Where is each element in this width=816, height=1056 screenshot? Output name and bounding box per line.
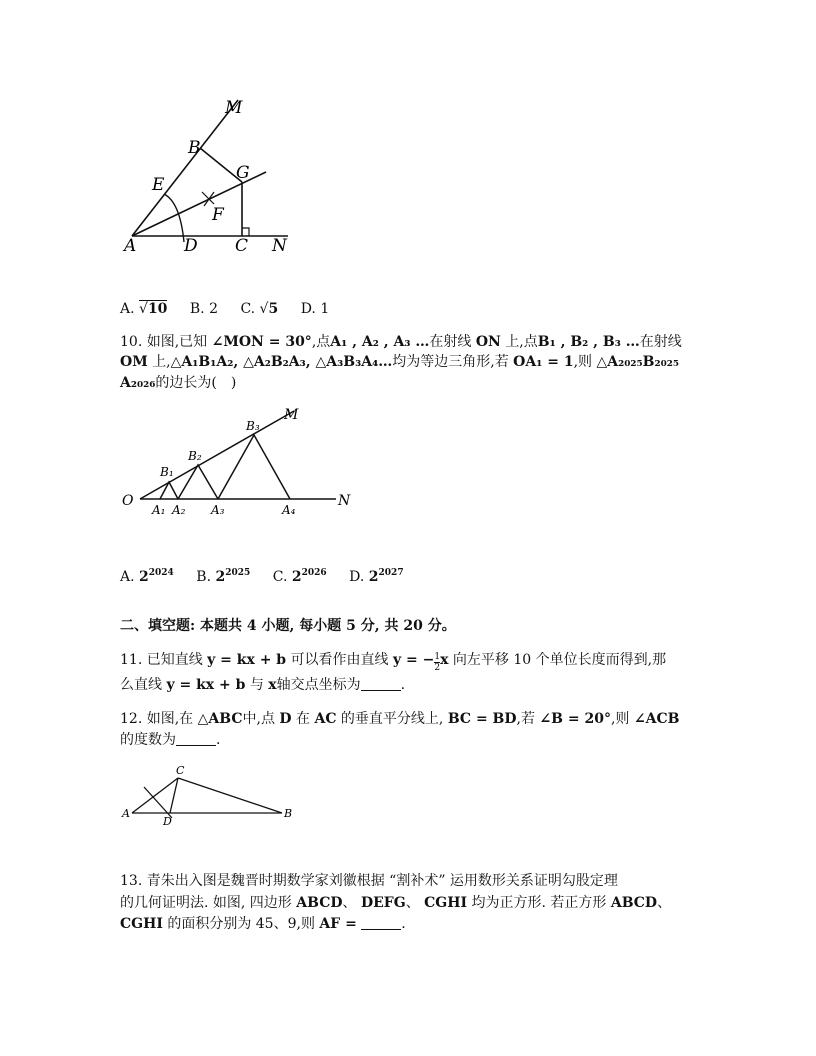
segment-cb (178, 778, 282, 813)
q9-option-c: C. √5 (240, 301, 279, 317)
ray-om (140, 411, 294, 499)
section-heading-fill-in: 二、填空题: 本题共 4 小题, 每小题 5 分, 共 20 分。 (120, 618, 456, 634)
question-10-line3: A₂₀₂₆的边长为( ) (120, 375, 237, 391)
question-11-line1: 11. 已知直线 y = kx + b 可以看作由直线 y = − $\frac{1}{2}$ x 向左平移 10 个单位长度而得到,那 (120, 652, 667, 673)
question-10-line2: OM 上,△A₁B₁A₂, △A₂B₂A₃, △A₃B₃A₄…均为等边三角形,若 OA₁ = 1,则 △A₂₀₂₅B₂₀₂₅ (120, 354, 680, 370)
q10-option-d: D. $2^{2027}$ (349, 568, 404, 585)
label-b1: B₁ (160, 465, 174, 479)
label-a: A (124, 236, 137, 256)
sqrt-sign: √10 (139, 301, 168, 317)
label-n: N (272, 236, 287, 256)
label-g: G (236, 163, 250, 183)
cross-mark-2 (204, 192, 214, 206)
label-a3: A₃ (211, 503, 225, 517)
label-a1: A₁ (152, 503, 166, 517)
q9-options (120, 299, 347, 319)
question-11-line2: 么直线 y = kx + b 与 x轴交点坐标为 . (120, 677, 406, 693)
fraction-one-half: $\frac{1}{2}$ (434, 652, 441, 673)
figure-angle-bisector (118, 96, 308, 258)
answer-blank[interactable] (361, 915, 401, 930)
question-10-line1: 10. 如图,已知 ∠MON = 30°,点A₁ , A₂ , A₃ …在射线 ON 上,点B₁ , B₂ , B₃ …在射线 (120, 334, 682, 350)
q9-option-a: A. √10 (120, 301, 168, 317)
answer-blank[interactable] (176, 731, 216, 746)
label-o: O (122, 493, 134, 509)
label-m: M (284, 407, 299, 423)
triangle-1 (160, 482, 178, 499)
label-b: B (188, 138, 201, 158)
answer-blank[interactable] (361, 676, 401, 691)
label-b3: B₃ (246, 419, 260, 433)
arc-ed (164, 194, 184, 242)
label-a4: A₄ (282, 503, 296, 517)
question-12-line1: 12. 如图,在 △ABC中,点 D 在 AC 的垂直平分线上, BC = BD,若 ∠B = 20°,则 ∠ACB (120, 711, 680, 727)
label-a: A (122, 807, 130, 820)
label-d: D (163, 815, 172, 828)
label-c: C (176, 764, 185, 777)
q10-option-b: B. $2^{2025}$ (196, 568, 251, 585)
triangle-2 (178, 465, 218, 499)
right-angle-mark (242, 228, 249, 236)
label-m: M (225, 98, 243, 118)
triangle-3 (218, 435, 290, 499)
label-n: N (338, 493, 351, 509)
label-b2: B₂ (188, 449, 202, 463)
q9-option-b: B. 2 (189, 301, 218, 317)
figure-equilateral-chain (118, 402, 358, 520)
q10-option-c: C. $2^{2026}$ (272, 568, 327, 585)
label-e: E (152, 175, 165, 195)
label-b: B (284, 807, 293, 820)
question-13-line2: 的几何证明法. 如图, 四边形 ABCD、 DEFG、 CGHI 均为正方形. 若正方形 ABCD、 (120, 895, 672, 911)
question-13-line3: CGHI 的面积分别为 45、9,则 AF = . (120, 916, 406, 932)
q10-option-a: A. $2^{2024}$ (120, 568, 174, 585)
label-d: D (184, 236, 198, 256)
figure-triangle-abc (118, 760, 298, 830)
question-13-line1: 13. 青朱出入图是魏晋时期数学家刘徽根据 “割补术” 运用数形关系证明勾股定理 (120, 873, 618, 889)
label-c: C (235, 236, 249, 256)
q9-option-d: D. 1 (300, 301, 330, 317)
label-f: F (212, 205, 224, 225)
label-a2: A₂ (172, 503, 186, 517)
q10-options (120, 563, 422, 587)
question-12-line2: 的度数为 . (120, 732, 221, 748)
